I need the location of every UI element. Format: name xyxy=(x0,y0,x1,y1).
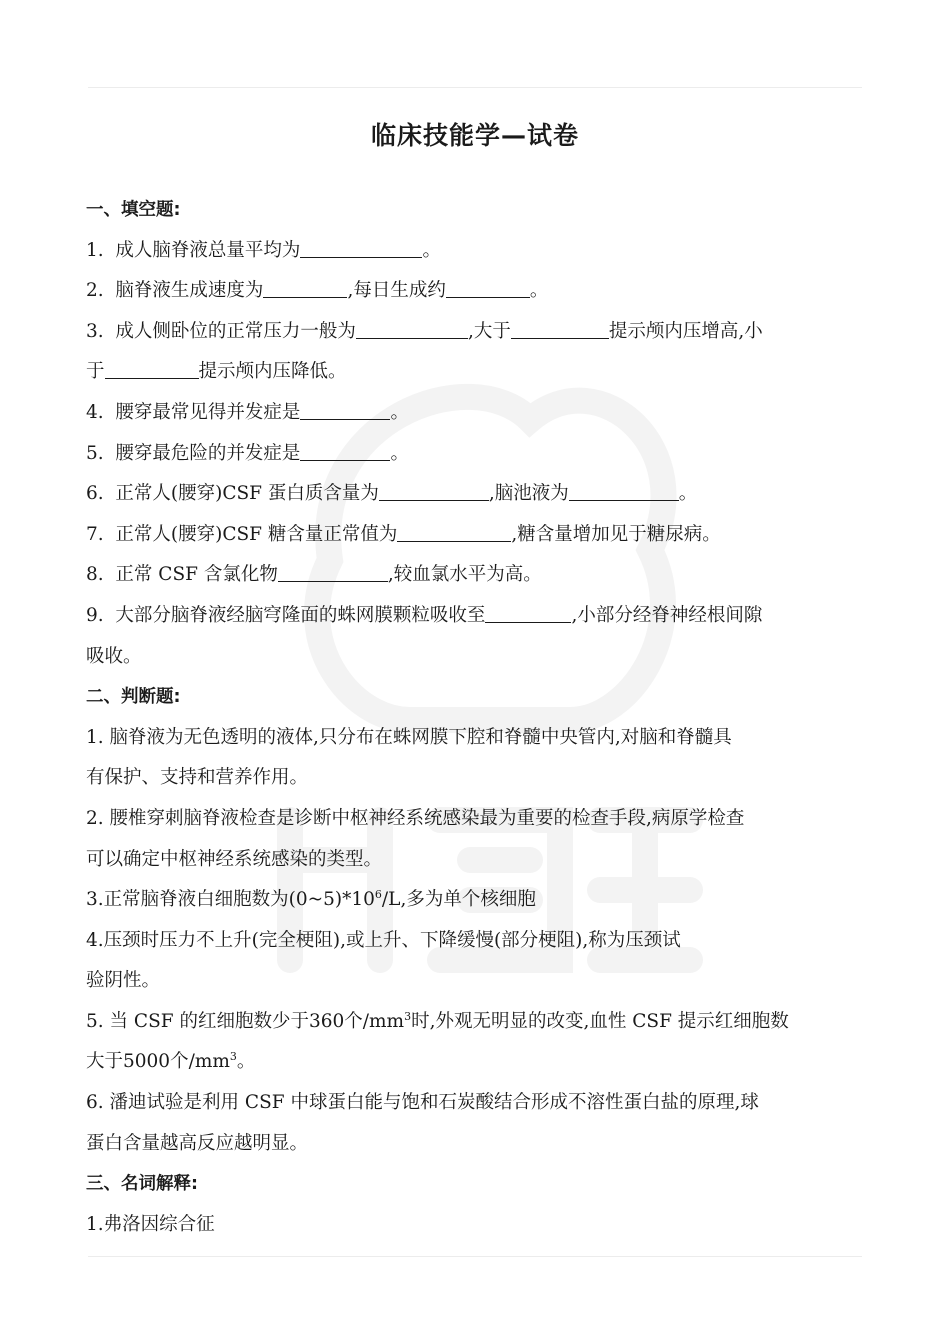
answer-blank[interactable] xyxy=(397,522,511,542)
judge-question-3: 3.正常脑脊液白细胞数为$(0\sim 5)*10^6/L$,多为单个核细胞 xyxy=(86,887,536,911)
exam-content xyxy=(86,190,866,1245)
fill-question-2: 2. 脑脊液生成速度为 ,每日生成约 。 xyxy=(86,280,549,302)
header-rule xyxy=(88,87,862,88)
judge-question-5: 5. 当 CSF 的红细胞数少于360个$/mm^3$时,外观无明显的改变,血性 CSF 提示红细胞数 xyxy=(86,1009,789,1032)
answer-blank[interactable] xyxy=(300,441,390,461)
page-title: 临床技能学—试卷 xyxy=(370,121,579,150)
judge-question-4-cont: 验阴性。 xyxy=(86,970,161,992)
section-heading-fill: 一、填空题: xyxy=(86,200,181,220)
answer-blank[interactable] xyxy=(278,562,388,582)
fill-question-9: 9. 大部分脑脊液经脑穹隆面的蛛网膜颗粒吸收至 ,小部分经脊神经根间隙 xyxy=(86,604,763,626)
judge-question-5-cont: 大于5000个$/mm^3$。 xyxy=(86,1050,256,1073)
fill-question-3: 3. 成人侧卧位的正常压力一般为 ,大于 提示颅内压增高,小 xyxy=(86,320,763,342)
answer-blank[interactable] xyxy=(300,238,422,258)
answer-blank[interactable] xyxy=(356,319,468,339)
judge-question-4: 4.压颈时压力不上升(完全梗阻),或上升、下降缓慢(部分梗阻),称为压颈试 xyxy=(86,929,681,951)
answer-blank[interactable] xyxy=(446,278,530,298)
answer-blank[interactable] xyxy=(300,400,390,420)
answer-blank[interactable] xyxy=(569,481,679,501)
answer-blank[interactable] xyxy=(263,278,347,298)
fill-question-4: 4. 腰穿最常见得并发症是 。 xyxy=(86,401,409,423)
fill-question-8: 8. 正常 CSF 含氯化物 ,较血氯水平为高。 xyxy=(86,564,542,586)
term-question-1: 1.弗洛因综合征 xyxy=(86,1213,215,1235)
footer-rule xyxy=(88,1256,862,1257)
judge-question-2: 2. 腰椎穿刺脑脊液检查是诊断中枢神经系统感染最为重要的检查手段,病原学检查 xyxy=(86,807,745,829)
answer-blank[interactable] xyxy=(105,359,199,379)
answer-blank[interactable] xyxy=(379,481,489,501)
fill-question-6: 6. 正常人(腰穿)CSF 蛋白质含量为 ,脑池液为 。 xyxy=(86,483,698,505)
judge-question-1-cont: 有保护、支持和营养作用。 xyxy=(86,767,309,789)
judge-question-6: 6. 潘迪试验是利用 CSF 中球蛋白能与饱和石炭酸结合形成不溶性蛋白盐的原理,球 xyxy=(86,1092,759,1114)
fill-question-7: 7. 正常人(腰穿)CSF 糖含量正常值为 ,糖含量增加见于糖尿病。 xyxy=(86,523,721,545)
fill-question-5: 5. 腰穿最危险的并发症是 。 xyxy=(86,442,409,464)
fill-question-3-cont: 于 提示颅内压降低。 xyxy=(86,361,347,383)
section-heading-terms: 三、名词解释: xyxy=(86,1174,198,1195)
judge-question-6-cont: 蛋白含量越高反应越明显。 xyxy=(86,1132,309,1154)
section-heading-judge: 二、判断题: xyxy=(86,687,181,708)
fill-question-1: 1. 成人脑脊液总量平均为 。 xyxy=(86,239,441,261)
answer-blank[interactable] xyxy=(511,319,609,339)
answer-blank[interactable] xyxy=(485,603,571,623)
judge-question-2-cont: 可以确定中枢神经系统感染的类型。 xyxy=(86,848,383,870)
fill-question-9-cont: 吸收。 xyxy=(86,645,142,667)
judge-question-1: 1. 脑脊液为无色透明的液体,只分布在蛛网膜下腔和脊髓中央管内,对脑和脊髓具 xyxy=(86,726,732,748)
